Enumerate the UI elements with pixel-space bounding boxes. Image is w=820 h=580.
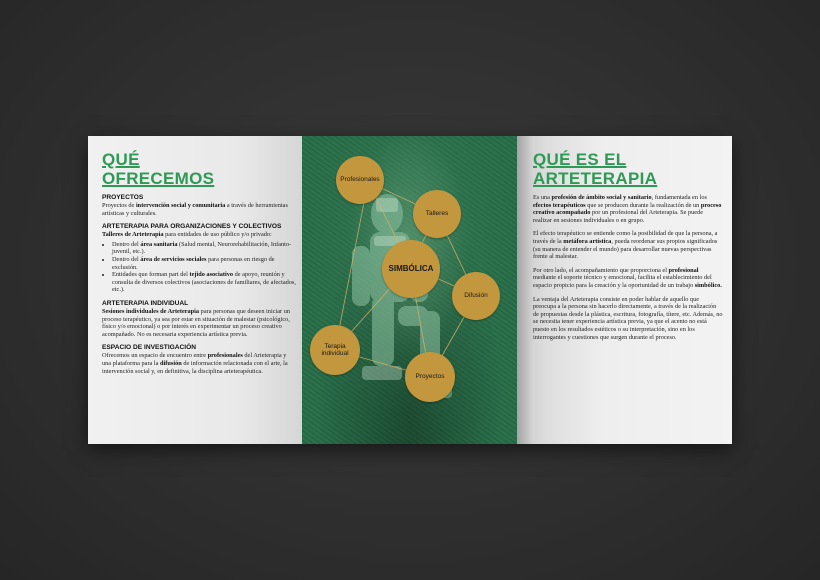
paragraph-4: La ventaja del Arteterapia consiste en poder hablar de aquello que preocupa a la persona sin hacerlo directamente, a través de la realización de propuestas desde la plástica, escritura, fotografía, títere, etc. Además, no se necesita tener experiencia artística previa, ya que el acento no está puesto en los resultados estéticos o su interpretación, sino en los interrogantes y cuestiones que surgen durante el proceso. <box>533 295 723 341</box>
organizaciones-title: ARTETERAPIA PARA ORGANIZACIONES Y COLECTIVOS <box>102 223 282 231</box>
ofrecemos-text <box>102 194 296 381</box>
investigacion-title: ESPACIO DE INVESTIGACIÓN <box>102 344 197 352</box>
proyectos-title: PROYECTOS <box>102 194 144 201</box>
individual-text: Sesiones individuales de Arteterapia para personas que deseen iniciar un proceso terapéutico, ya sea por estar en situación de malestar (psicológico, físico y/o emocional) o por interés en experimentar un proceso creativo acompañado. No es necesaria experiencia artística previa. <box>102 307 291 338</box>
list-item: • Dentro del área sanitaria (Salud mental, Neurorehabilitación, Infanto-juvenil, etc.). <box>112 241 296 256</box>
left-panel <box>88 136 302 444</box>
node-profesionales: Profesionales <box>336 156 384 204</box>
heading-line-2: OFRECEMOS <box>102 169 215 188</box>
investigacion-text: Ofrecemos un espacio de encuentro entre profesionales del Arteterapia y una plataforma para la difusión de información relacionada con el arte, la intervención social y, en definitiva, la disciplina arteterapéutica. <box>102 352 288 375</box>
arteterapia-heading <box>533 150 657 188</box>
right-panel <box>517 136 732 444</box>
proyectos-text: Proyectos de intervención social y comunitaria a través de herramientas artísticas y culturales. <box>102 202 288 217</box>
terapia-line-2: individual <box>321 350 349 357</box>
paragraph-2: El efecto terapéutico se entiende como la posibilidad de que la persona, a través de la metáfora artística, pueda reordenar sus propios significados (su manera de entender el mundo) para desarrollar nuevas perspectivas frente al malestar. <box>533 230 718 261</box>
list-item: • Entidades que forman part del tejido asociativo de apoyo, reunión y consulta de diversos colectivos (asociaciones de familiares, de afectados, etc.). <box>112 271 296 294</box>
terapia-line-1: Terapia <box>324 342 346 350</box>
fold-shadow <box>517 136 533 444</box>
node-proyectos: Proyectos <box>405 352 455 402</box>
paragraph-1: Es una profesión de ámbito social y sanitario, fundamentada en los efectos terapéuticos que se producen durante la realización de un proceso creativo acompañado por un profesional del Arteterapia. Se puede realizar en sesiones individuales o en grupo. <box>533 194 722 224</box>
brochure <box>88 136 732 444</box>
ofrecemos-heading <box>102 150 214 188</box>
list-item: • Dentro del área de servicios sociales para personas en riesgo de exclusión. <box>112 256 296 271</box>
node-talleres: Talleres <box>413 190 461 238</box>
individual-title: ARTETERAPIA INDIVIDUAL <box>102 299 189 307</box>
node-difusion: Difusión <box>452 272 500 320</box>
organizaciones-list <box>102 241 296 294</box>
paragraph-3: Por otro lado, el acompañamiento que proporciona el profesional mediante el soporte técnico y emocional, facilita el establecimiento del espacio propicio para la creación y la oportunidad de un trabajo simbólico. <box>533 266 722 289</box>
node-terapia-individual <box>310 325 360 375</box>
node-simbolica-center: SIMBÓLICA <box>382 240 440 298</box>
middle-panel <box>302 136 517 444</box>
organizaciones-text: Talleres de Arteterapia para entidades de uso público y/o privado: <box>102 231 272 239</box>
heading-line-1: QUÉ ES EL <box>533 150 627 169</box>
heading-line-2: ARTETERAPIA <box>533 169 658 188</box>
heading-line-1: QUÉ <box>102 150 140 169</box>
arteterapia-text <box>533 194 723 347</box>
